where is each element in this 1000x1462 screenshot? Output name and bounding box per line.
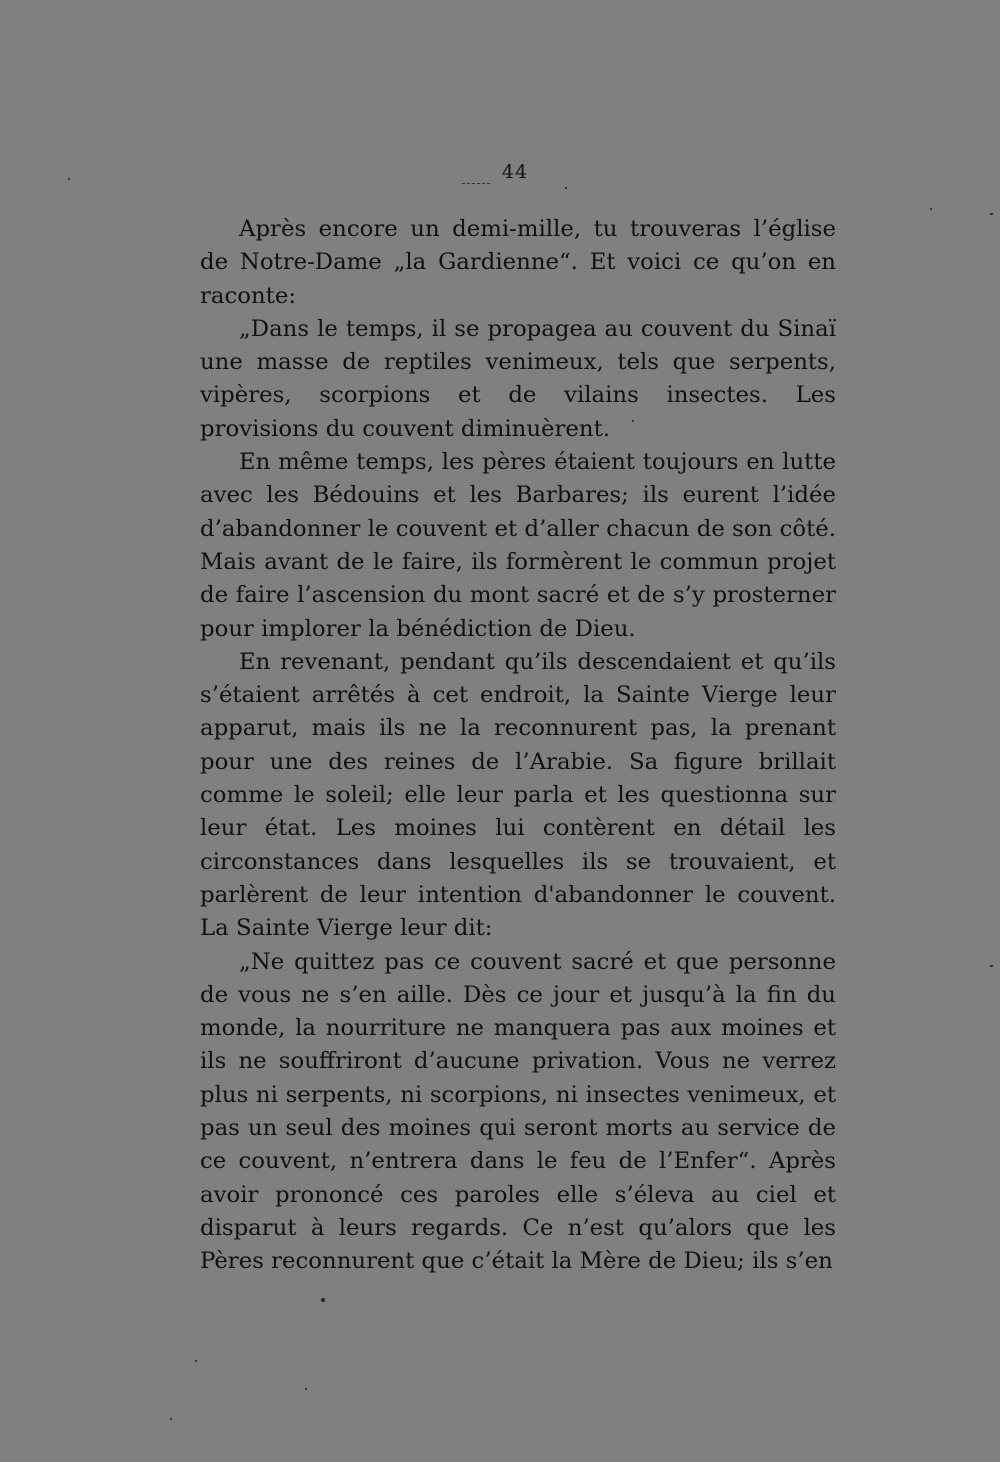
body-text	[200, 213, 836, 1279]
scan-speck	[68, 178, 70, 180]
scan-speck	[305, 1388, 307, 1390]
scan-speck	[565, 187, 567, 189]
paragraph: En même temps, les pères étaient toujours en lutte avec les Bédouins et les Barbares; ils eurent l’idée d’abandonner le couvent et d’aller chacun de son côté. Mais avant de le faire, ils formèrent le commun projet de faire l’ascension du mont sacré et de s’y prosterner pour implorer la bénédiction de Dieu.	[200, 449, 836, 642]
paragraph: En revenant, pendant qu’ils descendaient et qu’ils s’étaient arrêtés à cet endroit, la Sainte Vierge leur apparut, mais ils ne la reconnurent pas, la prenant pour une des reines de l’Arabie. Sa figure brillait comme le soleil; elle leur parla et les questionna sur leur état. Les moines lui contèrent en détail les circonstances dans lesquelles ils se trouvaient, et parlèrent de leur intention d'abandonner le couvent. La Sainte Vierge leur dit:	[200, 648, 836, 942]
scan-speck	[632, 420, 634, 422]
scan-speck	[195, 1360, 197, 1362]
scan-speck	[170, 1418, 172, 1420]
paragraph: „Ne quittez pas ce couvent sacré et que personne de vous ne s’en aille. Dès ce jour et jusqu’à la fin du monde, la nourriture ne manquera pas aux moines et ils ne souffriront d’aucune privation. Vous ne verrez plus ni serpents, ni scorpions, ni insectes venimeux, et pas un seul des moines qui seront morts au service de ce couvent, n’entrera dans le feu de l’Enfer“. Après avoir prononcé ces paroles elle s’éleva au ciel et disparut à leurs regards. Ce n’est qu’alors que les Pères reconnurent que c’était la Mère de Dieu; ils s’en	[200, 948, 836, 1275]
scan-speck	[990, 213, 993, 215]
page-number-rule	[462, 183, 490, 184]
paragraph: „Dans le temps, il se propagea au couvent du Sinaï une masse de reptiles venimeux, tels que serpents, vipères, scorpions et de vilains insectes. Les provisions du couvent diminuèrent.	[200, 315, 836, 442]
scan-speck	[930, 208, 932, 210]
page-number: 44	[501, 161, 529, 183]
scan-speck	[990, 965, 993, 967]
scan-speck	[321, 1298, 325, 1302]
paragraph: Après encore un demi-mille, tu trouveras l’église de Notre-Dame „la Gardienne“. Et voici ce qu’on en raconte:	[200, 216, 836, 309]
